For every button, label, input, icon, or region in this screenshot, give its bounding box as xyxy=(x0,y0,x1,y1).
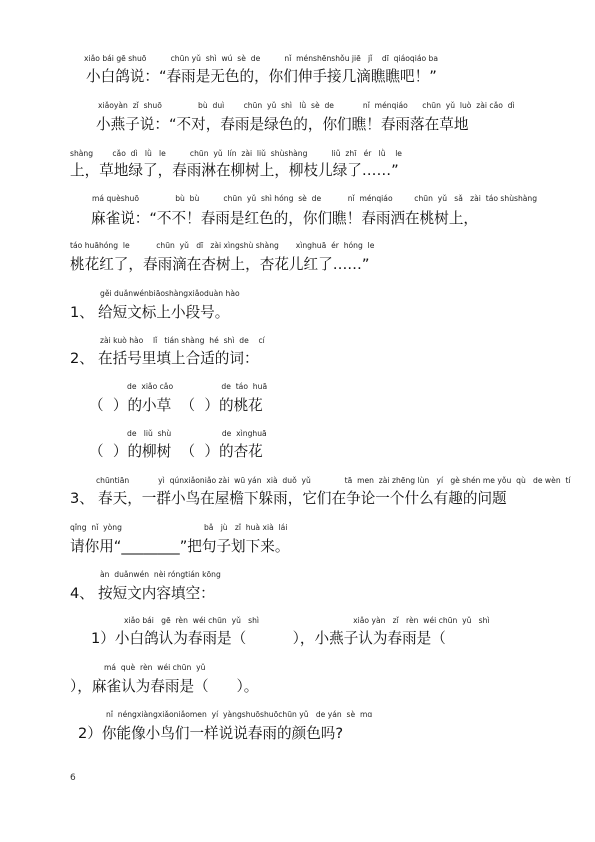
fill-blank-row: （ ）的柳树 （ ）的杏花 xyxy=(89,443,263,460)
pinyin-line: de xiǎo cǎo de táo huā xyxy=(127,382,268,391)
question-text: 按短文内容填空： xyxy=(98,585,215,602)
question-number: 2、 xyxy=(70,350,94,367)
pinyin-line: àn duǎnwén nèi róngtián kōng xyxy=(100,570,221,579)
question-text: 给短文标上小段号。 xyxy=(98,304,230,321)
pinyin-line: zài kuò hào lǐ tián shàng hé shì de cí xyxy=(100,336,265,345)
question-3 xyxy=(70,488,507,510)
pinyin-line: qǐng nǐ yòng bǎ jù zǐ huà xià lái xyxy=(70,523,288,532)
pinyin-line: nǐ néngxiàngxiǎoniǎomen yí yàngshuōshuōchūn yǔ de yán sè mɑ xyxy=(106,710,373,719)
pinyin-line: xiǎo bái gē rèn wéi chūn yǔ shì xiǎo yàn zǐ rèn wéi chūn yǔ shì xyxy=(124,616,490,625)
pinyin-line: shàng cǎo dì lǜ le chūn yǔ lín zài liǔ shùshàng liǔ zhī ér lǜ le xyxy=(70,149,402,158)
question-number: 4、 xyxy=(70,585,94,602)
passage-paragraph-2-line-2: 上，草地绿了，春雨淋在柳树上，柳枝儿绿了……” xyxy=(70,162,399,179)
question-text: 春天，一群小鸟在屋檐下躲雨，它们在争论一个什么有趣的问题 xyxy=(98,490,507,507)
question-text: 在括号里填上合适的词： xyxy=(98,350,259,367)
question-3-continued: 请你用“________”把句子划下来。 xyxy=(70,538,290,555)
passage-paragraph-3-line-1: 麻雀说：“不不！春雨是红色的，你们瞧！春雨洒在桃树上， xyxy=(91,210,479,227)
pinyin-line: má què rèn wéi chūn yǔ xyxy=(104,663,206,672)
sub-question-1: 1）小白鸽认为春雨是（ ），小燕子认为春雨是（ xyxy=(91,630,446,647)
question-2 xyxy=(70,348,259,370)
pinyin-line: xiǎo bái gē shuō chūn yǔ shì wú sè de nǐ ménshēnshǒu jiē jǐ dī qiáoqiáo ba xyxy=(84,54,439,63)
pinyin-line: de liǔ shù de xìnghuā xyxy=(127,429,267,438)
sub-question-2: 2）你能像小鸟们一样说说春雨的颜色吗? xyxy=(78,725,344,742)
question-1 xyxy=(70,302,230,324)
question-number: 1、 xyxy=(70,304,94,321)
sub-question-1-continued: ），麻雀认为春雨是（ ）。 xyxy=(70,678,259,695)
pinyin-line: xiǎoyàn zǐ shuō bù duì chūn yǔ shì lǜ sè de nǐ ménqiáo chūn yǔ luò zài cǎo dì xyxy=(98,101,515,110)
passage-paragraph-2-line-1: 小燕子说：“不对，春雨是绿色的，你们瞧！春雨落在草地 xyxy=(96,116,469,133)
question-4 xyxy=(70,583,215,605)
pinyin-line: chūntiān yì qúnxiǎoniǎo zài wū yán xià duǒ yǔ tā men zài zhēng lùn yí gè shén me yǒu qù de wèn tí xyxy=(96,476,571,485)
passage-paragraph-1: 小白鸽说：“春雨是无色的，你们伸手接几滴瞧瞧吧！” xyxy=(86,68,437,85)
pinyin-line: táo huāhóng le chūn yǔ dī zài xìngshù shàng xìnghuā ér hóng le xyxy=(70,241,375,250)
fill-blank-row: （ ）的小草 （ ）的桃花 xyxy=(89,397,263,414)
question-number: 3、 xyxy=(70,490,94,507)
passage-paragraph-3-line-2: 桃花红了，春雨滴在杏树上，杏花儿红了……” xyxy=(70,256,370,273)
pinyin-line: gěi duǎnwénbiāoshàngxiǎoduàn hào xyxy=(100,289,240,298)
pinyin-line: má quèshuō bù bù chūn yǔ shì hóng sè de nǐ ménqiáo chūn yǔ sǎ zài táo shùshàng xyxy=(92,194,538,203)
page-number: 6 xyxy=(70,773,76,783)
